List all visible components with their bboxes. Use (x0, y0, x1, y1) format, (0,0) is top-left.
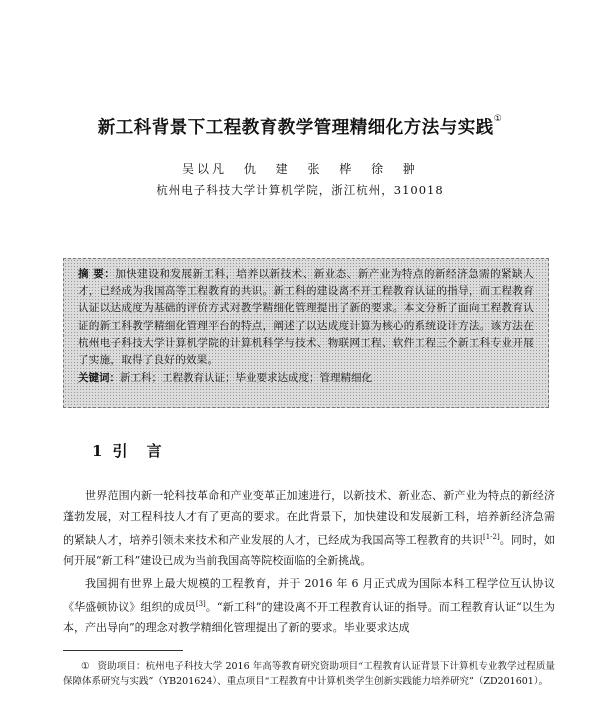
title-footnote-mark: ① (493, 114, 503, 124)
section-heading (92, 440, 162, 461)
abstract-text: 加快建设和发展新工科，培养以新技术、新业态、新产业为特点的新经济急需的紧缺人才，已经成为我国高等工程教育的共识。新工科的建设离不开工程教育认证的指导，而工程教育认证以达成度为基础的评价方式对教学精细化管理提出了新的要求。本文分析了面向工程教育认证的新工科教学精细化管理平台的特点，阐述了以达成度计算为核心的系统设计方法。该方法在杭州电子科技大学计算机学院的计算机科学与技术、物联网工程、软件工程三个新工科专业开展了实施，取得了良好的效果。 (78, 268, 534, 367)
body-text (63, 486, 555, 639)
section-title: 引 言 (112, 442, 162, 460)
paragraph-1: 世界范围内新一轮科技革命和产业变革正加速进行，以新技术、新业态、新产业为特点的新经济蓬勃发展，对工程科技人才有了更高的要求。在此背景下，加快建设和发展新工科，培养新经济急需的紧缺人才，培养引领未来技术和产业发展的人才，已经成为我国高等工程教育的共识[1-2]。同时，如何开展“新工科”建设已成为当前我国高等院校面临的全新挑战。 (63, 489, 555, 568)
citation: [1-2] (483, 533, 500, 541)
paper-title (0, 114, 600, 139)
footnote (63, 659, 555, 689)
authors: 吴以凡 仇 建 张 桦 徐 翀 (182, 162, 418, 176)
title-text: 新工科背景下工程教育教学管理精细化方法与实践 (97, 118, 494, 138)
section-number: 1 (92, 442, 103, 460)
citation: [3] (195, 600, 206, 609)
abstract (78, 266, 534, 369)
abstract-box (63, 258, 549, 408)
keywords-text: 新工科；工程教育认证；毕业要求达成度；管理精细化 (120, 372, 372, 385)
abstract-label: 摘 要： (78, 268, 116, 280)
paragraph-2: 我国拥有世界上最大规模的工程教育，并于 2016 年 6 月正式成为国际本科工程学位互认协议《华盛顿协议》组织的成员[3]。“新工科”的建设离不开工程教育认证的指导。而工程教育认证“以生为本，产出导向”的理念对教学精细化管理提出了新的要求。毕业要求达成 (63, 576, 555, 635)
footnote-divider (63, 650, 183, 651)
affiliation: 杭州电子科技大学计算机学院，浙江杭州，310018 (156, 183, 444, 197)
footnote-text: 资助项目：杭州电子科技大学 2016 年高等教育研究资助项目“工程教育认证背景下计算机专业教学过程质量保障体系研究与实践”（YB201624）、重点项目“工程教育中计算机类学生创新实践能力培养研究”（ZD201601）。 (63, 661, 555, 687)
footnote-mark: ① (81, 661, 90, 672)
keywords (78, 370, 534, 387)
keywords-label: 关键词： (78, 372, 120, 385)
